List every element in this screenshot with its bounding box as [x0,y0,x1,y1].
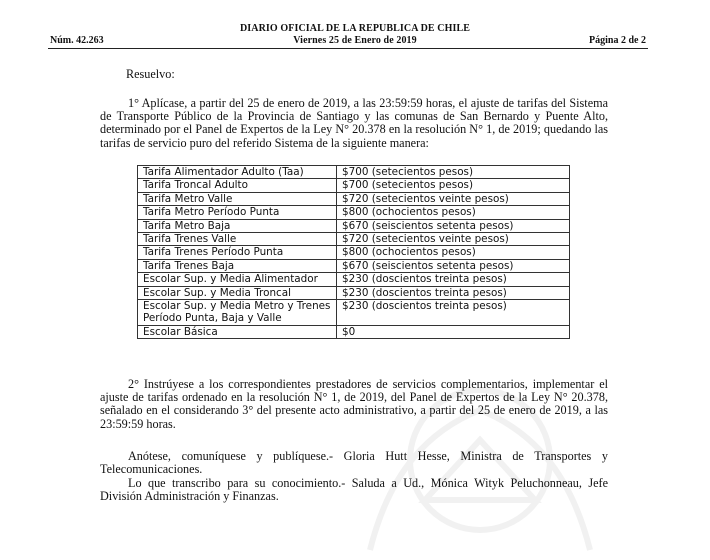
fare-row [138,246,570,259]
fare-name: Tarifa Metro Baja [138,219,337,232]
fare-row [138,233,570,246]
resuelvo-text: Resuelvo: [126,67,175,81]
fare-name: Tarifa Troncal Adulto [138,179,337,192]
page-number: Página 2 de 2 [589,35,646,46]
fare-row [138,273,570,286]
fare-value: $720 (setecientos veinte pesos) [337,192,570,205]
fare-name: Tarifa Alimentador Adulto (Taa) [138,166,337,179]
fare-value: $230 (doscientos treinta pesos) [337,300,570,326]
fare-value: $720 (setecientos veinte pesos) [337,233,570,246]
fare-name: Escolar Sup. y Media Alimentador [138,273,337,286]
fare-name: Tarifa Trenes Período Punta [138,246,337,259]
fares-table [137,165,570,339]
fare-value: $230 (doscientos treinta pesos) [337,273,570,286]
fare-value: $800 (ochocientos pesos) [337,246,570,259]
issue-date: Viernes 25 de Enero de 2019 [293,35,417,46]
fare-row [138,259,570,272]
fare-row [138,166,570,179]
fare-name: Tarifa Trenes Baja [138,259,337,272]
fare-value: $230 (doscientos treinta pesos) [337,286,570,299]
fare-row [138,219,570,232]
fare-value: $670 (seiscientos setenta pesos) [337,219,570,232]
resuelvo-heading [100,68,608,81]
paragraph-3: Anótese, comuníquese y publíquese.- Gloria Hutt Hesse, Ministra de Transportes y Telecomunicaciones. [100,449,608,477]
fare-value: $700 (setecientos pesos) [337,166,570,179]
paragraph-2: 2° Instrúyese a los correspondientes prestadores de servicios complementarios, implementar el ajuste de tarifas ordenado en la resolución N° 1, de 2019, del Panel de Expertos de la Ley N° 20.378, señalado en el considerando 3° del presente acto administrativo, a partir del 25 de enero de 2019, a las 23:59:59 horas. [100,377,608,431]
fare-value: $700 (setecientos pesos) [337,179,570,192]
fare-row [138,179,570,192]
fare-row [138,192,570,205]
fare-name: Tarifa Metro Período Punta [138,206,337,219]
paragraph-4: Lo que transcribo para su conocimiento.- Saluda a Ud., Mónica Wityk Peluchonneau, Jefe División Administración y Finanzas. [100,476,608,504]
fare-name: Escolar Sup. y Media Metro y Trenes Período Punta, Baja y Valle [138,300,337,326]
paragraph-1: 1° Aplícase, a partir del 25 de enero de 2019, a las 23:59:59 horas, el ajuste de tarifas del Sistema de Transporte Público de la Provincia de Santiago y las comunas de San Bernardo y Puente Alto, determinado por el Panel de Expertos de la Ley N° 20.378 en la resolución N° 1, de 2019; quedando las tarifas de servicio puro del referido Sistema de la siguiente manera: [100,96,608,150]
header-divider [48,48,648,49]
fare-name: Escolar Básica [138,325,337,338]
fare-value: $670 (seiscientos setenta pesos) [337,259,570,272]
fare-value: $0 [337,325,570,338]
issue-number: Núm. 42.263 [50,35,104,46]
fares-table-body [138,166,570,339]
fare-row [138,325,570,338]
fare-value: $800 (ochocientos pesos) [337,206,570,219]
fare-name: Escolar Sup. y Media Troncal [138,286,337,299]
fare-name: Tarifa Metro Valle [138,192,337,205]
fare-row [138,300,570,326]
fare-name: Tarifa Trenes Valle [138,233,337,246]
fare-row [138,206,570,219]
gazette-title: DIARIO OFICIAL DE LA REPUBLICA DE CHILE [239,23,471,34]
fare-row [138,286,570,299]
